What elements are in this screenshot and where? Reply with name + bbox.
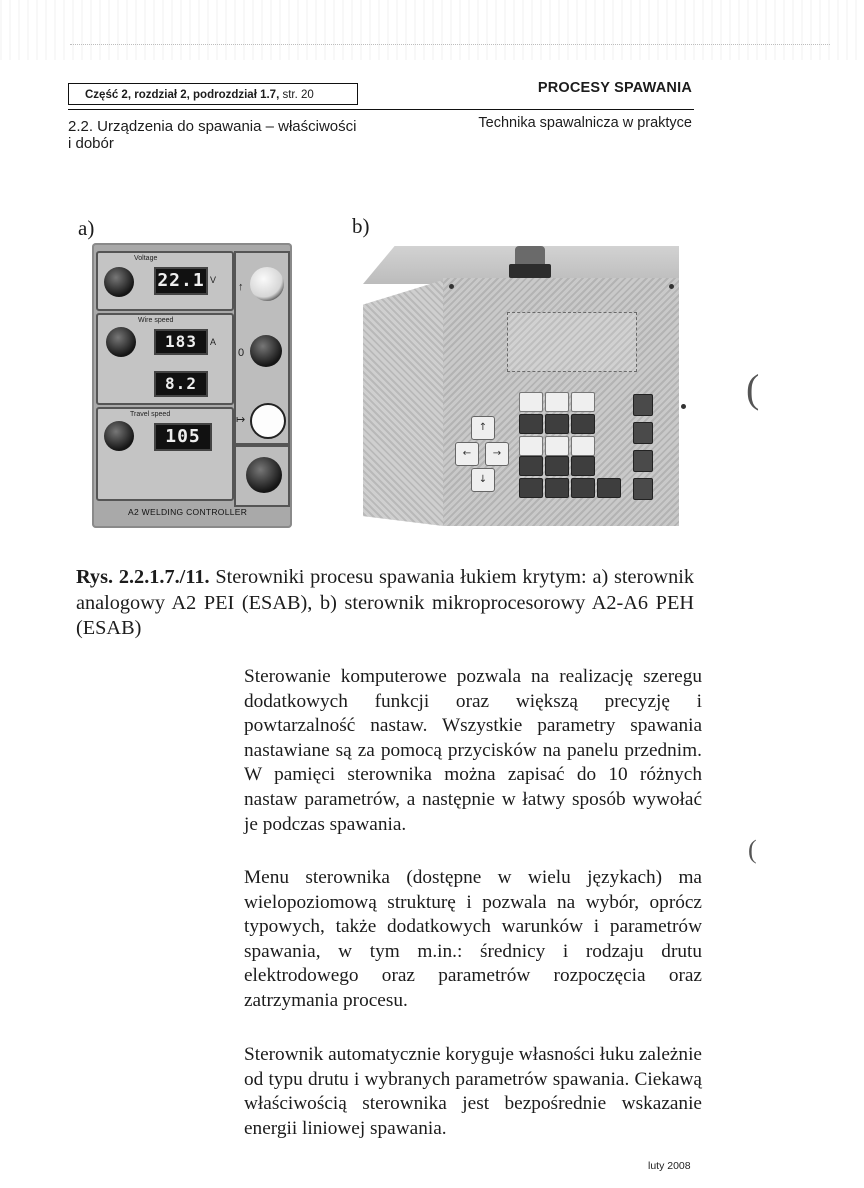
screw-icon: [669, 284, 674, 289]
screw-icon: [681, 404, 686, 409]
analog-controller-image: [92, 243, 292, 528]
keypad-key: [545, 436, 569, 456]
keypad-key: [519, 478, 543, 498]
travel-speed-display: 105: [154, 423, 212, 451]
page-reference: str. 20: [279, 89, 314, 101]
current-display: 183: [154, 329, 208, 355]
body-paragraph-3: Sterownik automatycznie koryguje własności łuku zależnie od typu drutu i wybranych parametrów spawania. Ciekawą właściwością sterownika jest bezpośrednie wskazanie energii liniowej spawania.: [244, 1044, 702, 1139]
voltage-display: 22.1: [154, 267, 208, 295]
voltage-unit: V: [210, 275, 217, 285]
section-title: 2.2. Urządzenia do spawania – właściwości i dobór: [68, 118, 357, 152]
switch-panel: [234, 251, 290, 445]
switch-mark-right: ↦: [236, 414, 246, 426]
keypad-key: [545, 392, 569, 412]
keypad-key: [571, 392, 595, 412]
keypad-key: [571, 478, 595, 498]
publication-title: Technika spawalnicza w praktyce: [478, 115, 692, 131]
scan-artifact-top: [0, 0, 864, 60]
figure-caption-text: Sterowniki procesu spawania łukiem krytym: a) sterownik analogowy A2 PEI (ESAB), b) sterownik mikroprocesorowy A2-A6 PEH (ESAB): [76, 566, 694, 639]
side-key: [633, 422, 653, 444]
keypad-key: [519, 414, 543, 434]
running-title: PROCESY SPAWANIA: [537, 80, 692, 96]
dark-knob-icon: [250, 335, 282, 367]
screw-icon: [449, 284, 454, 289]
arrow-down-icon: ↓: [471, 468, 495, 492]
keypad-key: [571, 456, 595, 476]
travel-knob-label: Travel speed: [130, 411, 171, 418]
keypad-key: [545, 478, 569, 498]
white-button-icon: [250, 403, 286, 439]
current-unit: A: [210, 337, 217, 347]
margin-mark: (: [746, 366, 760, 411]
figure-caption: [76, 565, 694, 642]
arrow-up-icon: ↑: [471, 416, 495, 440]
wire-knob-label: Wire speed: [138, 317, 174, 324]
arrow-left-icon: ←: [455, 442, 479, 466]
figure-label-b: b): [352, 214, 370, 238]
switch-mark-zero: 0: [238, 347, 245, 359]
margin-mark: (: [748, 835, 757, 864]
side-key: [633, 450, 653, 472]
keypad-key: [597, 478, 621, 498]
microprocessor-controller-image: [359, 244, 681, 528]
light-knob-icon: [250, 267, 284, 301]
keypad-key: [519, 392, 543, 412]
controller-display-area: [507, 312, 637, 372]
figure-number: Rys. 2.2.1.7./11.: [76, 566, 210, 588]
body-paragraph-1: Sterowanie komputerowe pozwala na realizację szeregu dodatkowych funkcji oraz większą precyzję i powtarzalność nastaw. Wszystkie parametry spawania nastawiane są za pomocą przycisków na panelu przednim. W pamięci sterownika można zapisać do 10 różnych nastaw parametrów, a następnie w łatwy sposób wywołać je podczas spawania.: [244, 666, 702, 835]
voltage-knob-label: Voltage: [134, 255, 158, 262]
keypad-key: [519, 436, 543, 456]
travel-panel: [96, 407, 234, 501]
body-paragraph-2: Menu sterownika (dostępne w wielu językach) ma wielopoziomową strukturę i pozwala na wybór, oprócz typowych, także dodatkowych warunków i parametrów spawania, w tym m.in.: średnicy i rodzaju drutu elektrodowego oraz parametrów rozpoczęcia oraz zatrzymania procesu.: [244, 867, 702, 1011]
side-key: [633, 394, 653, 416]
voltage-panel: [96, 251, 234, 311]
keypad-key: [571, 414, 595, 434]
keypad-key: [571, 436, 595, 456]
figure-label-a: a): [78, 216, 95, 240]
keypad-key: [545, 414, 569, 434]
keypad-key: [519, 456, 543, 476]
keypad-key: [545, 456, 569, 476]
header-rule: [68, 109, 694, 110]
emergency-stop-base-icon: [509, 264, 551, 278]
lower-switch-panel: [234, 445, 290, 507]
wire-knob-icon: [106, 327, 136, 357]
main-switch-icon: [246, 457, 282, 493]
chapter-location-box: [68, 83, 358, 105]
travel-knob-icon: [104, 421, 134, 451]
arrow-right-icon: →: [485, 442, 509, 466]
chapter-location: Część 2, rozdział 2, podrozdział 1.7,: [85, 89, 280, 101]
scan-artifact-line: [70, 44, 830, 46]
wire-panel: [96, 313, 234, 405]
switch-mark-up: ↑: [238, 281, 244, 293]
side-key: [633, 478, 653, 500]
voltage-knob-icon: [104, 267, 134, 297]
second-display: 8.2: [154, 371, 208, 397]
controller-box-side: [363, 280, 443, 526]
page-footer-date: luty 2008: [648, 1160, 691, 1172]
controller-brand-label: A2 WELDING CONTROLLER: [128, 507, 248, 517]
